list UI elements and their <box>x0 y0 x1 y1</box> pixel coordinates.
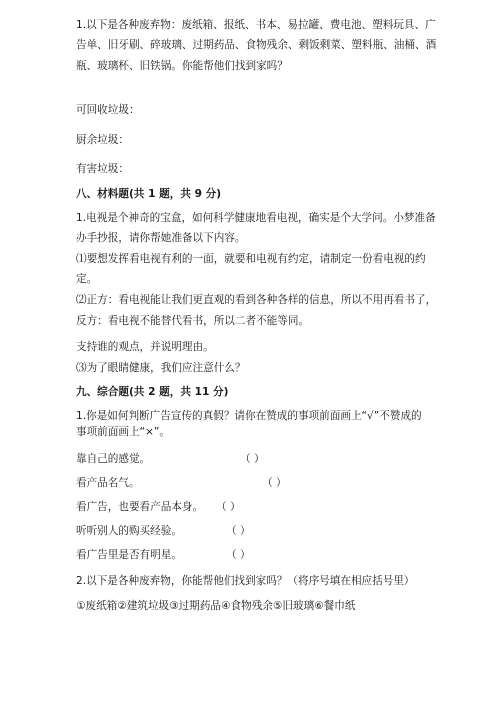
section-8-heading: 八、材料题(共 1 题，共 9 分) <box>76 188 222 200</box>
answer-parentheses[interactable]: （ ） <box>262 477 287 489</box>
q1-line-2: 告单、旧牙刷、碎玻璃、过期药品、食物残余、剩饭剩菜、塑料瓶、油桶、酒 <box>76 39 437 51</box>
section-8-part-1b: 定。 <box>76 273 98 285</box>
recyclable-label: 可回收垃圾： <box>76 104 140 116</box>
section-8-intro-1: 1.电视是个神奇的宝盒，如何科学健康地看电视，确实是个大学问。小梦准备 <box>76 212 436 224</box>
section-8-intro-2: 办手抄报，请你帮她准备以下内容。 <box>76 232 246 244</box>
kitchen-waste-label: 厨余垃圾： <box>76 134 129 146</box>
section-8-part-2: ⑵正方：看电视能让我们更直观的看到各种各样的信息，所以不用再看书了， <box>76 294 437 306</box>
q1-line-3: 瓶、玻璃杯、旧铁锅。你能帮他们找到家吗？ <box>76 60 288 72</box>
section-8-opposing-view: 反方：看电视不能替代看书，所以二者不能等同。 <box>76 315 310 327</box>
judgment-item-text: 听听别人的购买经验。 <box>76 525 182 537</box>
judgment-item-text: 看广告里是否有明星。 <box>76 549 182 561</box>
judgment-item-text: 靠自己的感觉。 <box>76 453 151 465</box>
q1-line-1: 1.以下是各种废弃物：废纸箱、报纸、书本、易拉罐、费电池、塑料玩具、广 <box>76 19 436 31</box>
section-9-q1-line-2: 事项前面画上“×”。 <box>76 426 171 438</box>
section-9-q2: 2.以下是各种废弃物，你能帮他们找到家吗？（将序号填在相应括号里） <box>76 575 415 587</box>
harmful-waste-label: 有害垃圾： <box>76 163 129 175</box>
answer-parentheses[interactable]: （ ） <box>226 549 251 561</box>
answer-parentheses[interactable]: （ ） <box>226 525 251 537</box>
section-9-heading: 九、综合题(共 2 题，共 11 分) <box>76 386 229 398</box>
section-9-q2-list: ①废纸箱②建筑垃圾③过期药品④食物残余⑤旧玻璃⑥餐巾纸 <box>76 600 356 612</box>
judgment-item-text: 看广告，也要看产品本身。 <box>76 501 204 513</box>
answer-parentheses[interactable]: （ ） <box>216 501 241 513</box>
section-8-prompt: 支持谁的观点，并说明理由。 <box>76 341 214 353</box>
section-8-part-3: ⑶为了眼睛健康，我们应注意什么？ <box>76 362 246 374</box>
section-9-q1-line-1: 1.你是如何判断广告宣传的真假？请你在赞成的事项前面画上“√”不赞成的 <box>76 410 422 422</box>
judgment-item-text: 看产品名气。 <box>76 477 140 489</box>
answer-parentheses[interactable]: （ ） <box>240 453 265 465</box>
section-8-part-1a: ⑴要想发挥看电视有利的一面，就要和电视有约定，请制定一份看电视的约 <box>76 253 426 265</box>
